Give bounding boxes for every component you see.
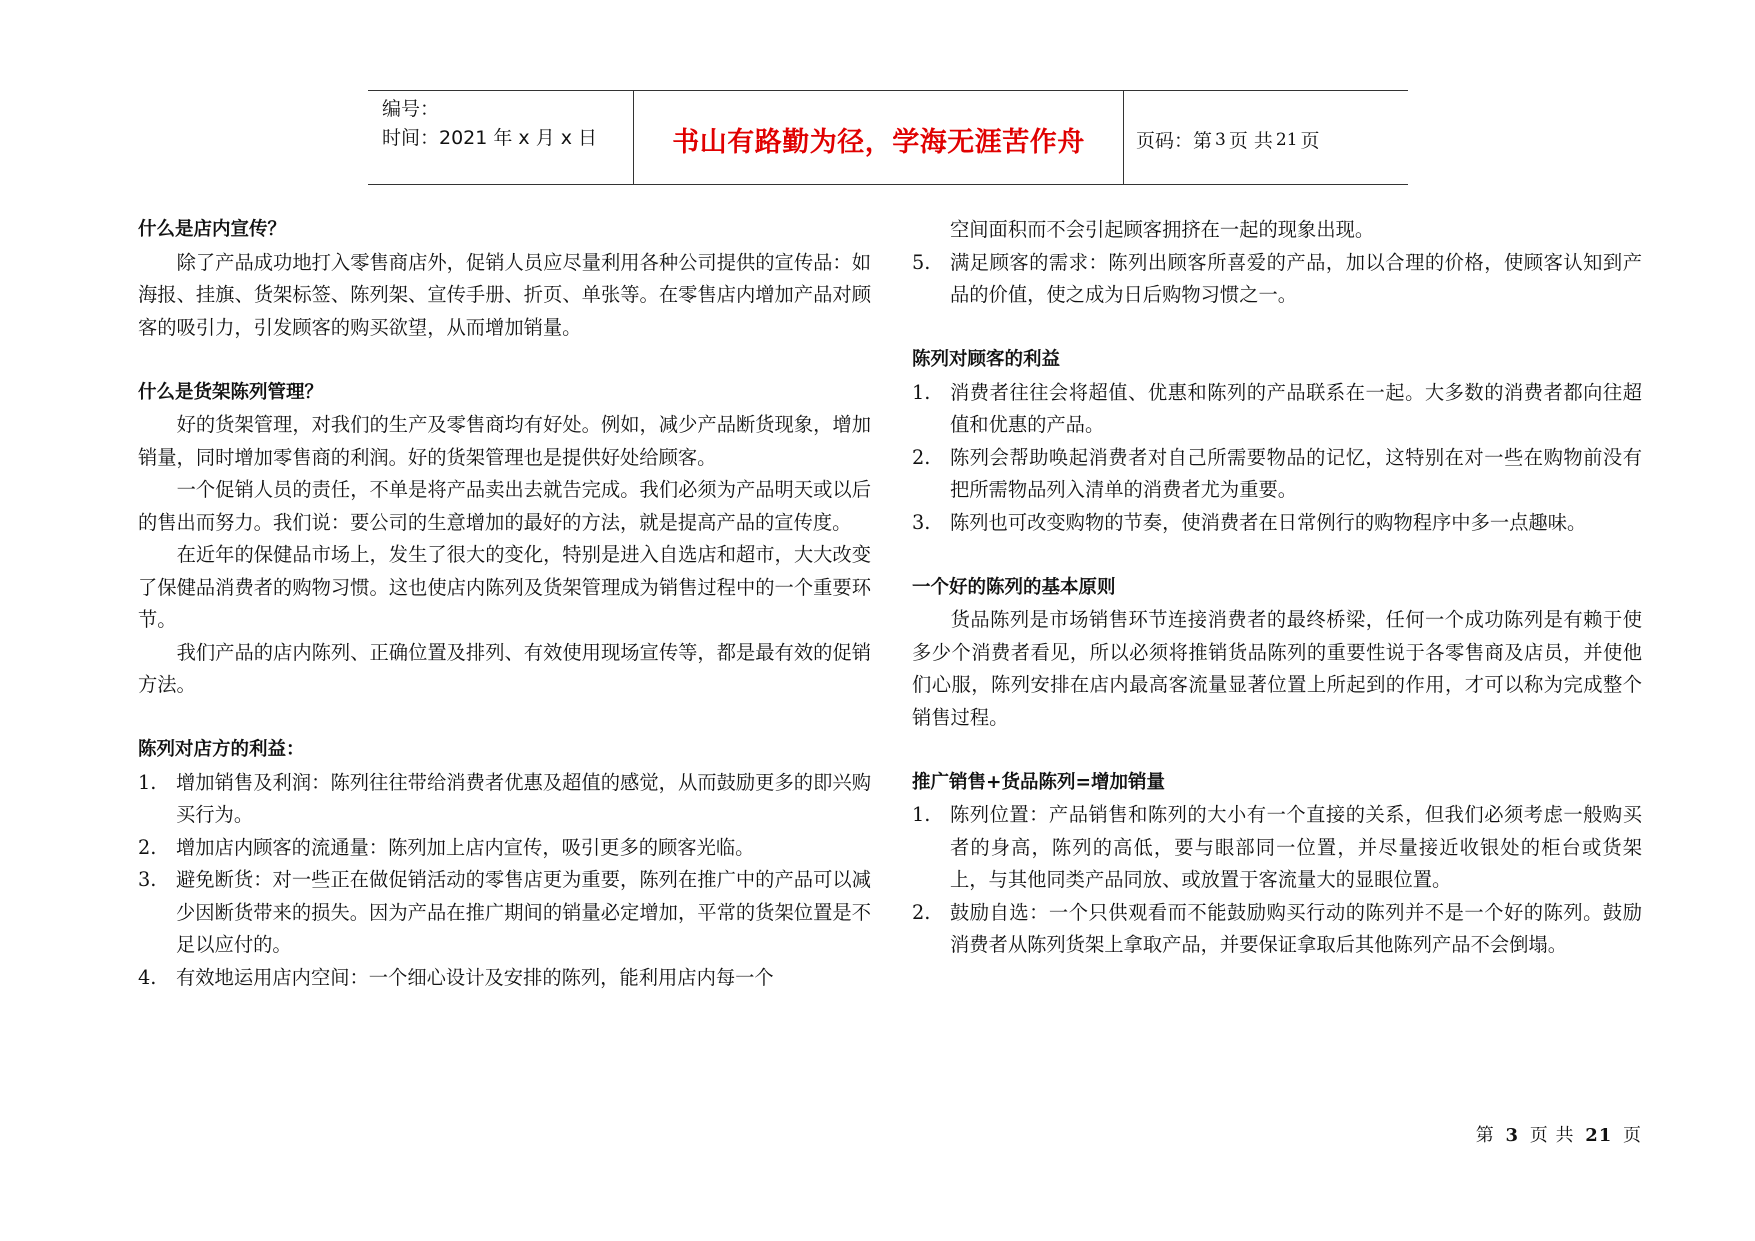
- right-column: [912, 214, 1642, 962]
- section-title: 推广销售+货品陈列=增加销量: [912, 771, 1166, 793]
- paragraph: 在近年的保健品市场上，发生了很大的变化，特别是进入自选店和超市，大大改变了保健品消费者的购物习惯。这也使店内陈列及货架管理成为销售过程中的一个重要环节。: [138, 543, 871, 631]
- list-item: 3. 避免断货：对一些正在做促销活动的零售店更为重要，陈列在推广中的产品可以减少因断货带来的损失。因为产品在推广期间的销量必定增加，平常的货架位置是不足以应付的。: [138, 868, 871, 956]
- page-current: 3: [1215, 129, 1226, 150]
- document-date: 时间：2021 年 x 月 x 日: [382, 127, 598, 149]
- paragraph: 好的货架管理，对我们的生产及零售商均有好处。例如，减少产品断货现象，增加销量，同时增加零售商的利润。好的货架管理也是提供好处给顾客。: [138, 413, 871, 469]
- list-item: 2. 鼓励自选：一个只供观看而不能鼓励购买行动的陈列并不是一个好的陈列。鼓励消费者从陈列货架上拿取产品，并要保证拿取后其他陈列产品不会倒塌。: [912, 900, 1642, 956]
- paragraph: 除了产品成功地打入零售商店外，促销人员应尽量利用各种公司提供的宣传品：如海报、挂旗、货架标签、陈列架、宣传手册、折页、单张等。在零售店内增加产品对顾客的吸引力，引发顾客的购买欲望，从而增加销量。: [138, 250, 871, 339]
- section-title: 什么是货架陈列管理？: [138, 381, 324, 403]
- paragraph: 货品陈列是市场销售环节连接消费者的最终桥梁，任何一个成功陈列是有赖于使多少个消费者看见，所以必须将推销货品陈列的重要性说于各零售商及店员，并使他们心服，陈列安排在店内最高客流量显著位置上所起到的作用，才可以称为完成整个销售过程。: [912, 608, 1642, 729]
- page-suffix: 页: [1300, 130, 1320, 152]
- footer-mid: 页 共: [1529, 1125, 1575, 1146]
- left-column: [138, 214, 871, 994]
- list-item: 1. 增加销售及利润：陈列往往带给消费者优惠及超值的感觉，从而鼓励更多的即兴购买行为。: [138, 770, 871, 826]
- list-item: 1. 消费者往往会将超值、优惠和陈列的产品联系在一起。大多数的消费者都向往超值和优惠的产品。: [912, 380, 1642, 436]
- section-title: 什么是店内宣传？: [138, 219, 287, 240]
- header-motto: 书山有路勤为径，学海无涯苦作舟: [634, 91, 1124, 184]
- footer-suffix: 页: [1623, 1125, 1642, 1146]
- list-item-continuation: 空间面积而不会引起顾客拥挤在一起的现象出现。: [950, 218, 1375, 241]
- page-footer: [1476, 1121, 1642, 1147]
- header-meta-cell: [368, 91, 634, 184]
- footer-total-pages: 21: [1585, 1125, 1613, 1146]
- document-number-label: 编号：: [382, 98, 440, 120]
- list-item: 2. 增加店内顾客的流通量：陈列加上店内宣传，吸引更多的顾客光临。: [138, 835, 755, 859]
- list-item: 1. 陈列位置：产品销售和陈列的大小有一个直接的关系，但我们必须考虑一般购买者的身高，陈列的高低，要与眼部同一位置，并尽量接近收银处的柜台或货架上，与其他同类产品同放、或放置于客流量大的显眼位置。: [912, 803, 1642, 891]
- section-title: 陈列对店方的利益：: [138, 739, 305, 760]
- header-page-info: [1124, 91, 1408, 184]
- page-total: 21: [1275, 129, 1298, 150]
- section-title: 一个好的陈列的基本原则: [912, 576, 1116, 598]
- page-prefix: 页码：第: [1136, 130, 1213, 152]
- list-item: 4. 有效地运用店内空间：一个细心设计及安排的陈列，能利用店内每一个: [138, 965, 774, 989]
- section-title: 陈列对顾客的利益: [912, 349, 1061, 370]
- list-item: 2. 陈列会帮助唤起消费者对自己所需要物品的记忆，这特别在对一些在购物前没有把所需物品列入清单的消费者尤为重要。: [912, 445, 1642, 501]
- page-mid: 页 共: [1228, 130, 1273, 152]
- list-item: 3. 陈列也可改变购物的节奏，使消费者在日常例行的购物程序中多一点趣味。: [912, 510, 1587, 534]
- list-item: 5. 满足顾客的需求：陈列出顾客所喜爱的产品，加以合理的价格，使顾客认知到产品的价值，使之成为日后购物习惯之一。: [912, 250, 1642, 306]
- paragraph: 我们产品的店内陈列、正确位置及排列、有效使用现场宣传等，都是最有效的促销方法。: [138, 640, 871, 696]
- footer-prefix: 第: [1475, 1125, 1495, 1146]
- header-table: [368, 90, 1408, 185]
- paragraph: 一个促销人员的责任，不单是将产品卖出去就告完成。我们必须为产品明天或以后的售出而努力。我们说：要公司的生意增加的最好的方法，就是提高产品的宣传度。: [138, 478, 871, 534]
- footer-current-page: 3: [1505, 1125, 1519, 1146]
